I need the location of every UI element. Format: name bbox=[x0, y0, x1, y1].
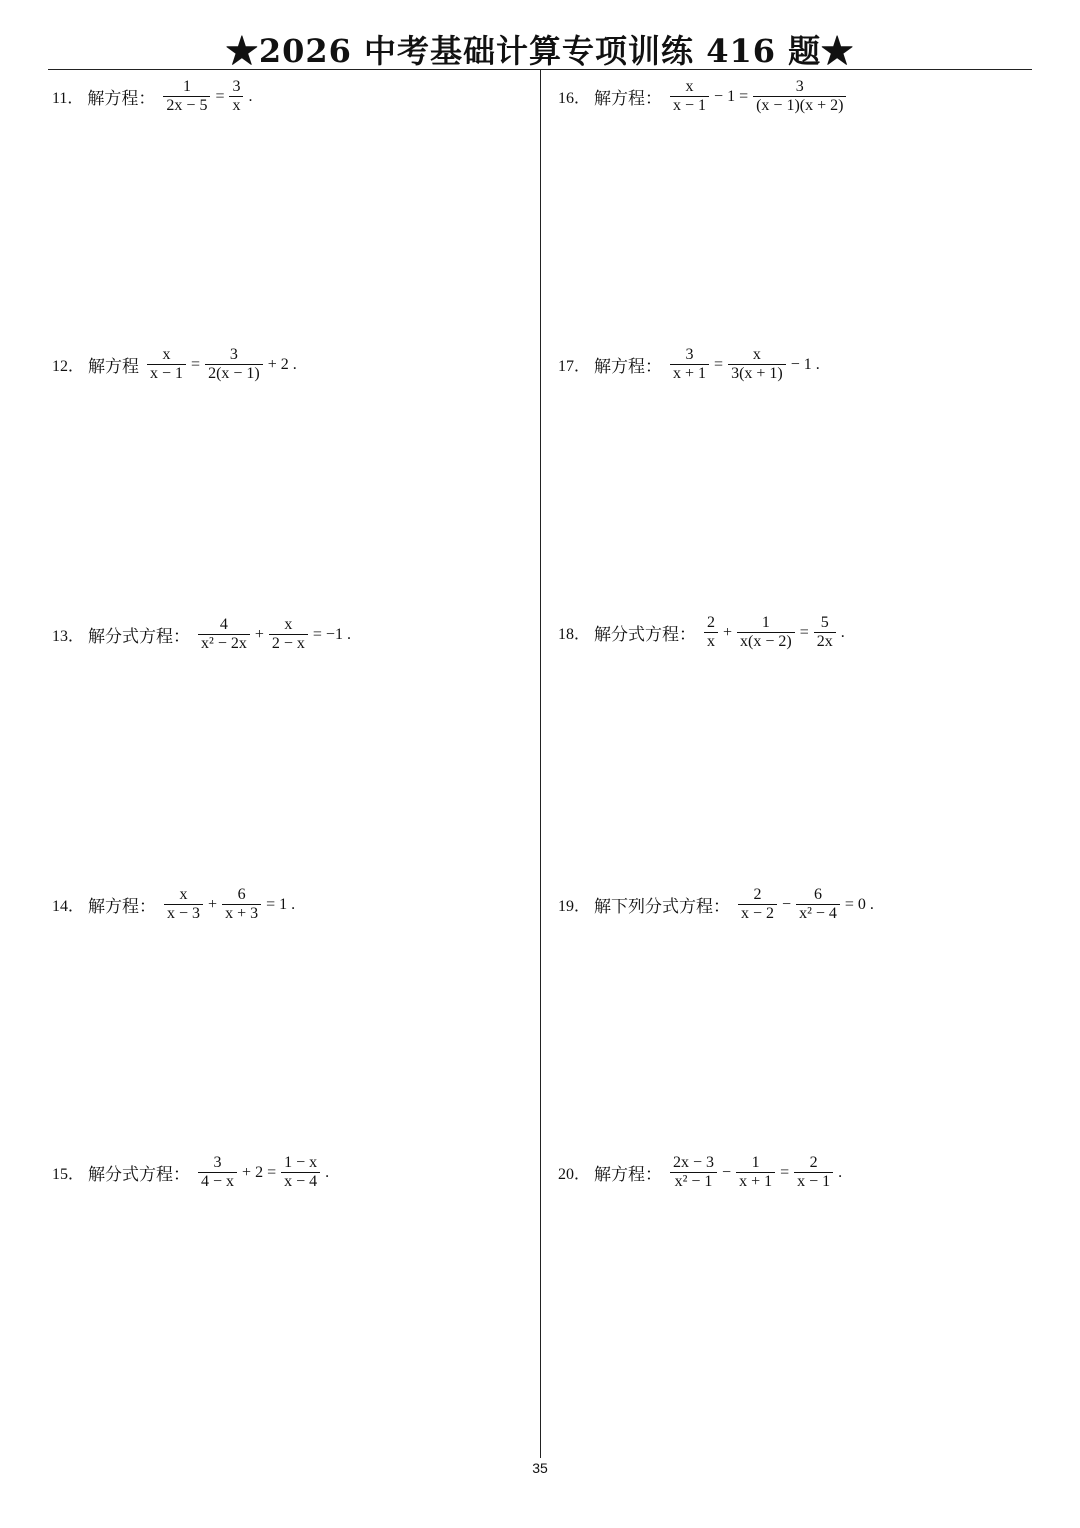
problem-instruction: 解方程： bbox=[594, 1165, 663, 1185]
operator: + bbox=[208, 895, 218, 913]
numerator: 3 bbox=[232, 78, 241, 95]
problem-19 bbox=[558, 886, 877, 923]
operator: + bbox=[723, 623, 733, 641]
problem-16 bbox=[558, 78, 848, 115]
equation bbox=[702, 614, 848, 651]
operator: = 0 . bbox=[844, 895, 874, 913]
problem-20 bbox=[558, 1154, 845, 1191]
operator: − bbox=[782, 895, 792, 913]
problem-number: 14． bbox=[52, 898, 85, 915]
equation bbox=[668, 346, 823, 383]
page-title: ★2026 中考基础计算专项训练 416 题★ bbox=[225, 32, 855, 70]
problem-17 bbox=[558, 346, 823, 383]
fraction bbox=[753, 78, 846, 115]
fraction bbox=[222, 886, 261, 923]
fraction bbox=[796, 886, 840, 923]
fraction bbox=[198, 616, 250, 653]
denominator: x − 4 bbox=[284, 1173, 318, 1190]
numerator: 4 bbox=[219, 616, 228, 633]
operator: . bbox=[248, 87, 253, 105]
numerator: 6 bbox=[237, 886, 246, 903]
equation bbox=[736, 886, 877, 923]
fraction bbox=[670, 1154, 717, 1191]
problem-instruction: 解分式方程： bbox=[88, 1165, 191, 1185]
denominator: x² − 1 bbox=[674, 1173, 713, 1190]
operator: . bbox=[838, 1163, 843, 1181]
problem-15 bbox=[52, 1154, 332, 1191]
numerator: 5 bbox=[820, 614, 829, 631]
page-number: 35 bbox=[532, 1460, 548, 1476]
numerator: 3 bbox=[213, 1154, 222, 1171]
problem-instruction: 解分式方程： bbox=[594, 625, 697, 645]
numerator: 3 bbox=[229, 346, 238, 363]
fraction bbox=[704, 614, 718, 651]
fraction bbox=[736, 1154, 775, 1191]
problem-instruction: 解方程： bbox=[594, 89, 663, 109]
denominator: x + 1 bbox=[739, 1173, 773, 1190]
denominator: x(x − 2) bbox=[740, 633, 792, 650]
operator: = 1 . bbox=[266, 895, 296, 913]
fraction bbox=[198, 1154, 237, 1191]
problem-14 bbox=[52, 886, 298, 923]
fraction bbox=[269, 616, 308, 653]
problem-12 bbox=[52, 346, 300, 383]
numerator: 1 bbox=[761, 614, 770, 631]
numerator: 1 bbox=[751, 1154, 760, 1171]
problem-instruction: 解下列分式方程： bbox=[594, 897, 731, 917]
numerator: 2 bbox=[809, 1154, 818, 1171]
denominator: x² − 4 bbox=[799, 905, 837, 922]
fraction bbox=[738, 886, 777, 923]
column-divider bbox=[540, 70, 541, 1458]
denominator: x − 2 bbox=[741, 905, 775, 922]
equation bbox=[668, 78, 848, 115]
problem-number: 20． bbox=[558, 1166, 591, 1183]
numerator: 1 − x bbox=[284, 1154, 318, 1171]
operator: + bbox=[254, 625, 264, 643]
operator: . bbox=[840, 623, 845, 641]
problem-number: 11． bbox=[52, 90, 84, 107]
denominator: x − 3 bbox=[167, 905, 201, 922]
problem-number: 17． bbox=[558, 358, 591, 375]
operator: = bbox=[215, 87, 225, 105]
denominator: x − 1 bbox=[150, 365, 184, 382]
operator: = bbox=[780, 1163, 790, 1181]
fraction bbox=[737, 614, 795, 651]
problem-instruction: 解方程： bbox=[87, 89, 156, 109]
denominator: x − 1 bbox=[797, 1173, 831, 1190]
problem-number: 18． bbox=[558, 626, 591, 643]
denominator: 2x bbox=[816, 633, 833, 650]
problem-number: 15． bbox=[52, 1166, 85, 1183]
denominator: x bbox=[707, 633, 716, 650]
denominator: x − 1 bbox=[673, 97, 707, 114]
numerator: 3 bbox=[685, 346, 694, 363]
denominator: 2 − x bbox=[271, 635, 305, 652]
equation bbox=[196, 1154, 332, 1191]
numerator: 2x − 3 bbox=[673, 1154, 715, 1171]
numerator: 2 bbox=[753, 886, 762, 903]
fraction bbox=[814, 614, 836, 651]
problem-instruction: 解方程： bbox=[594, 357, 663, 377]
fraction bbox=[794, 1154, 833, 1191]
equation bbox=[161, 78, 255, 115]
denominator: x + 3 bbox=[225, 905, 259, 922]
fraction bbox=[205, 346, 263, 383]
numerator: x bbox=[284, 616, 293, 633]
operator: = −1 . bbox=[312, 625, 351, 643]
numerator: 2 bbox=[707, 614, 716, 631]
numerator: x bbox=[162, 346, 171, 363]
operator: = bbox=[799, 623, 809, 641]
fraction bbox=[670, 346, 709, 383]
operator: + 2 = bbox=[242, 1163, 277, 1181]
problem-18 bbox=[558, 614, 848, 651]
denominator: x + 1 bbox=[673, 365, 707, 382]
equation bbox=[668, 1154, 845, 1191]
denominator: x bbox=[232, 97, 241, 114]
denominator: (x − 1)(x + 2) bbox=[756, 97, 844, 114]
numerator: 3 bbox=[795, 78, 804, 95]
operator: + 2 . bbox=[267, 355, 297, 373]
problem-instruction: 解方程 bbox=[88, 357, 140, 377]
operator: = bbox=[191, 355, 201, 373]
operator: = bbox=[714, 355, 724, 373]
operator: − bbox=[722, 1163, 732, 1181]
numerator: 6 bbox=[813, 886, 822, 903]
fraction bbox=[728, 346, 786, 383]
equation bbox=[196, 616, 354, 653]
fraction bbox=[670, 78, 709, 115]
equation bbox=[145, 346, 300, 383]
fraction bbox=[281, 1154, 320, 1191]
problem-instruction: 解方程： bbox=[88, 897, 157, 917]
fraction bbox=[229, 78, 243, 115]
problem-number: 16． bbox=[558, 90, 591, 107]
fraction bbox=[164, 886, 203, 923]
operator: − 1 . bbox=[790, 355, 820, 373]
problem-number: 12． bbox=[52, 358, 85, 375]
numerator: 1 bbox=[182, 78, 191, 95]
problem-instruction: 解分式方程： bbox=[88, 627, 191, 647]
denominator: 2x − 5 bbox=[166, 97, 208, 114]
numerator: x bbox=[685, 78, 694, 95]
operator: . bbox=[325, 1163, 330, 1181]
problem-11 bbox=[52, 78, 255, 115]
equation bbox=[162, 886, 298, 923]
problem-13 bbox=[52, 616, 354, 653]
denominator: x² − 2x bbox=[201, 635, 247, 652]
fraction bbox=[147, 346, 186, 383]
numerator: x bbox=[179, 886, 188, 903]
problem-number: 19． bbox=[558, 898, 591, 915]
denominator: 4 − x bbox=[201, 1173, 235, 1190]
denominator: 2(x − 1) bbox=[208, 365, 260, 382]
denominator: 3(x + 1) bbox=[731, 365, 783, 382]
numerator: x bbox=[752, 346, 761, 363]
fraction bbox=[163, 78, 210, 115]
operator: − 1 = bbox=[714, 87, 749, 105]
problem-number: 13． bbox=[52, 628, 85, 645]
